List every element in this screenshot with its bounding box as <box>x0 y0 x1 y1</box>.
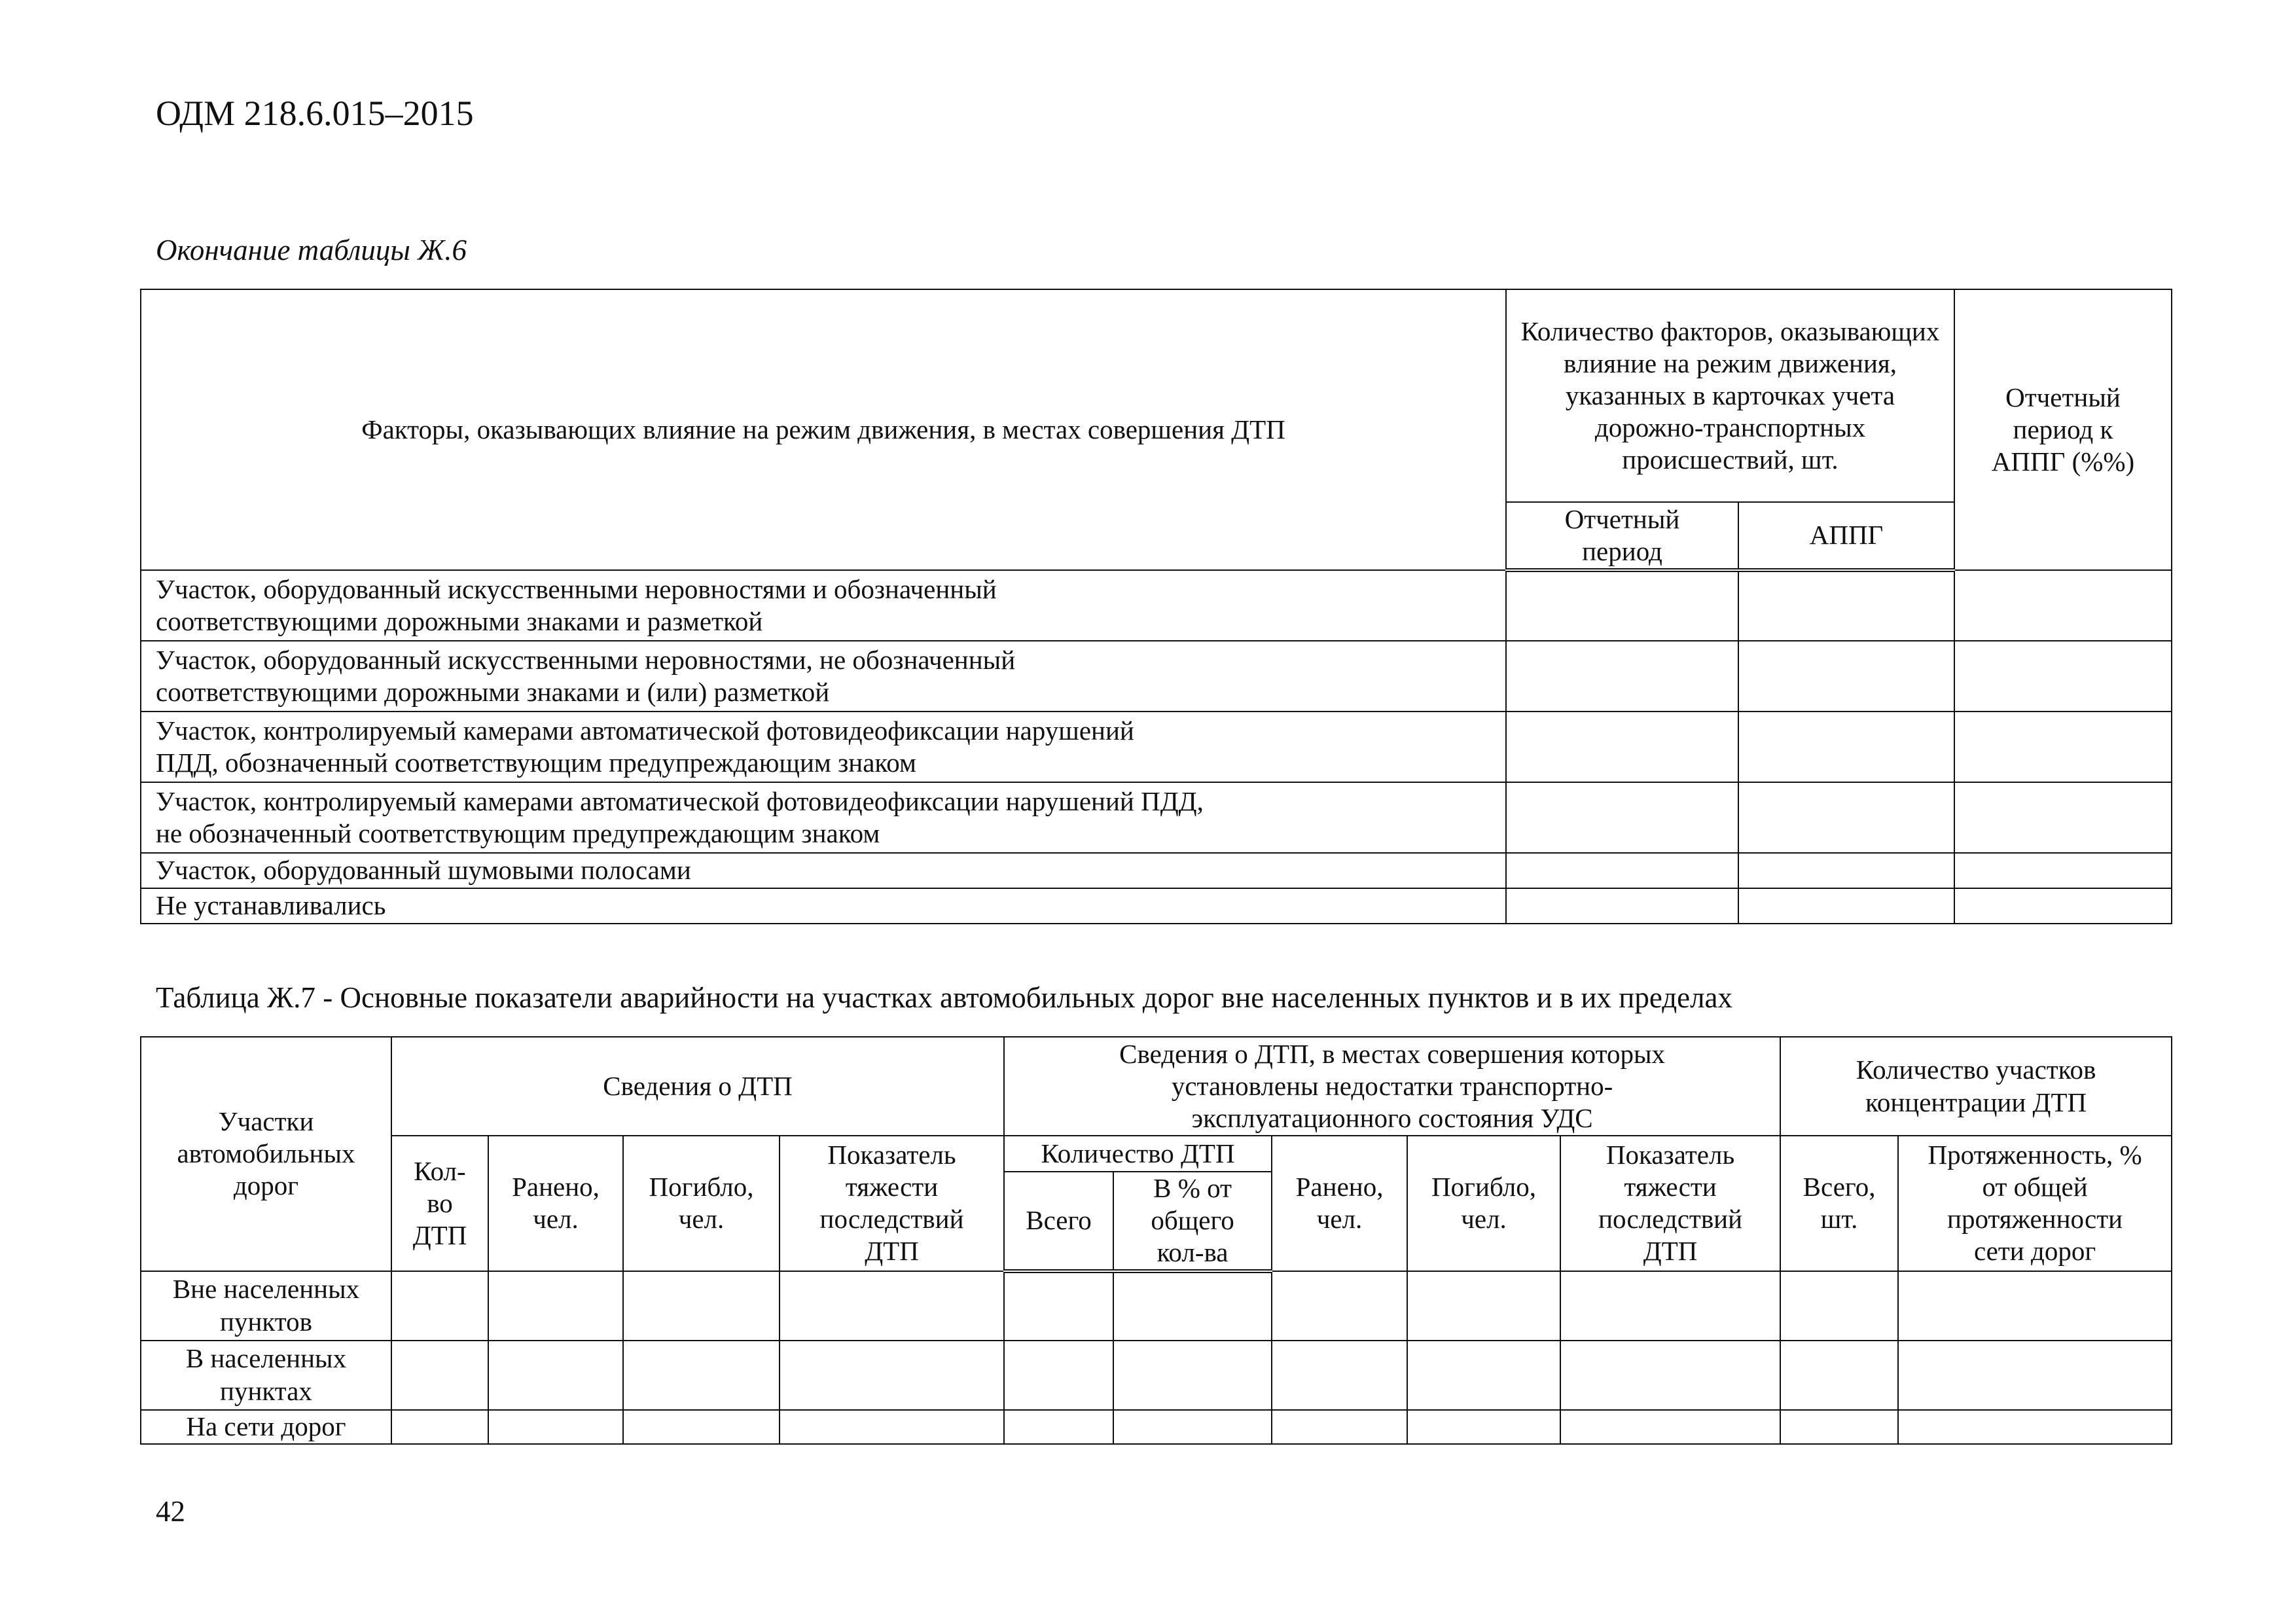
table-cell <box>1407 1410 1560 1444</box>
table-cell <box>1560 1271 1780 1341</box>
row-label: Участок, контролируемый камерами автоматической фотовидеофиксации нарушений ПДД, не обозначенный соответствующим предупреждающим знаком <box>141 782 1506 853</box>
table-cell <box>1407 1341 1560 1410</box>
header-length-percent: Протяженность, % от общей протяженности сети дорог <box>1898 1136 2172 1271</box>
table-cell <box>391 1341 488 1410</box>
cell-ratio <box>1954 853 2172 888</box>
cell-appg <box>1738 641 1954 712</box>
cell-period <box>1506 782 1738 853</box>
cell-appg <box>1738 853 1954 888</box>
table-cell <box>1407 1271 1560 1341</box>
header-dtp-quantity: Количество ДТП <box>1004 1136 1272 1172</box>
header-factors: Факторы, оказывающих влияние на режим движения, в местах совершения ДТП <box>141 289 1506 570</box>
row-label: Участок, оборудованный искусственными неровностями и обозначенный соответствующими дорожными знаками и разметкой <box>141 570 1506 641</box>
header-severity: Показатель тяжести последствий ДТП <box>780 1136 1004 1271</box>
table-zh7-caption: Таблица Ж.7 - Основные показатели аварийности на участках автомобильных дорог вне населенных пунктов и в их пределах <box>156 981 1733 1014</box>
header-killed: Погибло, чел. <box>623 1136 780 1271</box>
table-row <box>141 853 2172 888</box>
header-appg: АППГ <box>1738 502 1954 570</box>
row-label: Вне населенных пунктов <box>141 1271 391 1341</box>
cell-ratio <box>1954 782 2172 853</box>
table-cell <box>623 1410 780 1444</box>
table-row <box>141 888 2172 924</box>
table-cell <box>1272 1341 1407 1410</box>
table-row <box>141 1341 2172 1410</box>
row-label: Участок, оборудованный шумовыми полосами <box>141 853 1506 888</box>
table-cell <box>1560 1341 1780 1410</box>
table-cell <box>780 1410 1004 1444</box>
cell-period <box>1506 888 1738 924</box>
cell-ratio <box>1954 641 2172 712</box>
table-cell <box>623 1341 780 1410</box>
table-cell <box>1004 1341 1113 1410</box>
accident-indicators-table <box>140 1036 2172 1445</box>
cell-appg <box>1738 888 1954 924</box>
factors-table <box>140 289 2172 924</box>
table-cell <box>488 1410 623 1444</box>
table-cell <box>1898 1271 2172 1341</box>
row-label: На сети дорог <box>141 1410 391 1444</box>
table-row <box>141 641 2172 712</box>
cell-ratio <box>1954 888 2172 924</box>
header-road-sections: Участки автомобильных дорог <box>141 1037 391 1271</box>
page-number: 42 <box>156 1495 185 1528</box>
header-period-ratio: Отчетный период к АППГ (%%) <box>1954 289 2172 570</box>
header-percent-of-total: В % от общего кол-ва <box>1113 1172 1272 1271</box>
table-cell <box>1560 1410 1780 1444</box>
table-cell <box>1004 1271 1113 1341</box>
row-label: Участок, контролируемый камерами автоматической фотовидеофиксации нарушений ПДД, обозначенный соответствующим предупреждающим знаком <box>141 712 1506 782</box>
header-concentration-sections: Количество участков концентрации ДТП <box>1780 1037 2172 1136</box>
header-dtp-count: Кол- во ДТП <box>391 1136 488 1271</box>
cell-period <box>1506 853 1738 888</box>
header-total: Всего <box>1004 1172 1113 1271</box>
row-label: В населенных пунктах <box>141 1341 391 1410</box>
table-row <box>141 1271 2172 1341</box>
row-label: Участок, оборудованный искусственными неровностями, не обозначенный соответствующими дорожными знаками и (или) разметкой <box>141 641 1506 712</box>
cell-period <box>1506 712 1738 782</box>
table-cell <box>780 1271 1004 1341</box>
header-injured: Ранено, чел. <box>488 1136 623 1271</box>
row-label: Не устанавливались <box>141 888 1506 924</box>
table-cell <box>391 1271 488 1341</box>
header-total-pcs: Всего, шт. <box>1780 1136 1898 1271</box>
document-code: ОДМ 218.6.015–2015 <box>156 94 474 133</box>
table-cell <box>1272 1271 1407 1341</box>
table-row <box>141 712 2172 782</box>
header-dtp-deficiency-info: Сведения о ДТП, в местах совершения которых установлены недостатки транспортно- эксплуатационного состояния УДС <box>1004 1037 1780 1136</box>
cell-period <box>1506 641 1738 712</box>
table-cell <box>1113 1271 1272 1341</box>
table-cell <box>488 1341 623 1410</box>
cell-appg <box>1738 782 1954 853</box>
cell-ratio <box>1954 570 2172 641</box>
table-row <box>141 1410 2172 1444</box>
cell-appg <box>1738 570 1954 641</box>
table-cell <box>391 1410 488 1444</box>
table-cell <box>1113 1410 1272 1444</box>
header-injured-deficiency: Ранено, чел. <box>1272 1136 1407 1271</box>
header-factor-count: Количество факторов, оказывающих влияние на режим движения, указанных в карточках учета дорожно-транспортных происшествий, шт. <box>1506 289 1954 502</box>
header-dtp-info: Сведения о ДТП <box>391 1037 1004 1136</box>
table-zh6-caption: Окончание таблицы Ж.6 <box>156 234 467 266</box>
table-row <box>141 782 2172 853</box>
table-cell <box>1272 1410 1407 1444</box>
table-cell <box>1780 1271 1898 1341</box>
table-cell <box>488 1271 623 1341</box>
table-cell <box>1898 1341 2172 1410</box>
table-cell <box>1113 1341 1272 1410</box>
table-cell <box>1004 1410 1113 1444</box>
table-cell <box>1780 1410 1898 1444</box>
cell-appg <box>1738 712 1954 782</box>
cell-ratio <box>1954 712 2172 782</box>
table-cell <box>1898 1410 2172 1444</box>
table-cell <box>780 1341 1004 1410</box>
table-cell <box>623 1271 780 1341</box>
table-cell <box>1780 1341 1898 1410</box>
header-reporting-period: Отчетный период <box>1506 502 1738 570</box>
cell-period <box>1506 570 1738 641</box>
table-row <box>141 570 2172 641</box>
header-killed-deficiency: Погибло, чел. <box>1407 1136 1560 1271</box>
header-severity-deficiency: Показатель тяжести последствий ДТП <box>1560 1136 1780 1271</box>
